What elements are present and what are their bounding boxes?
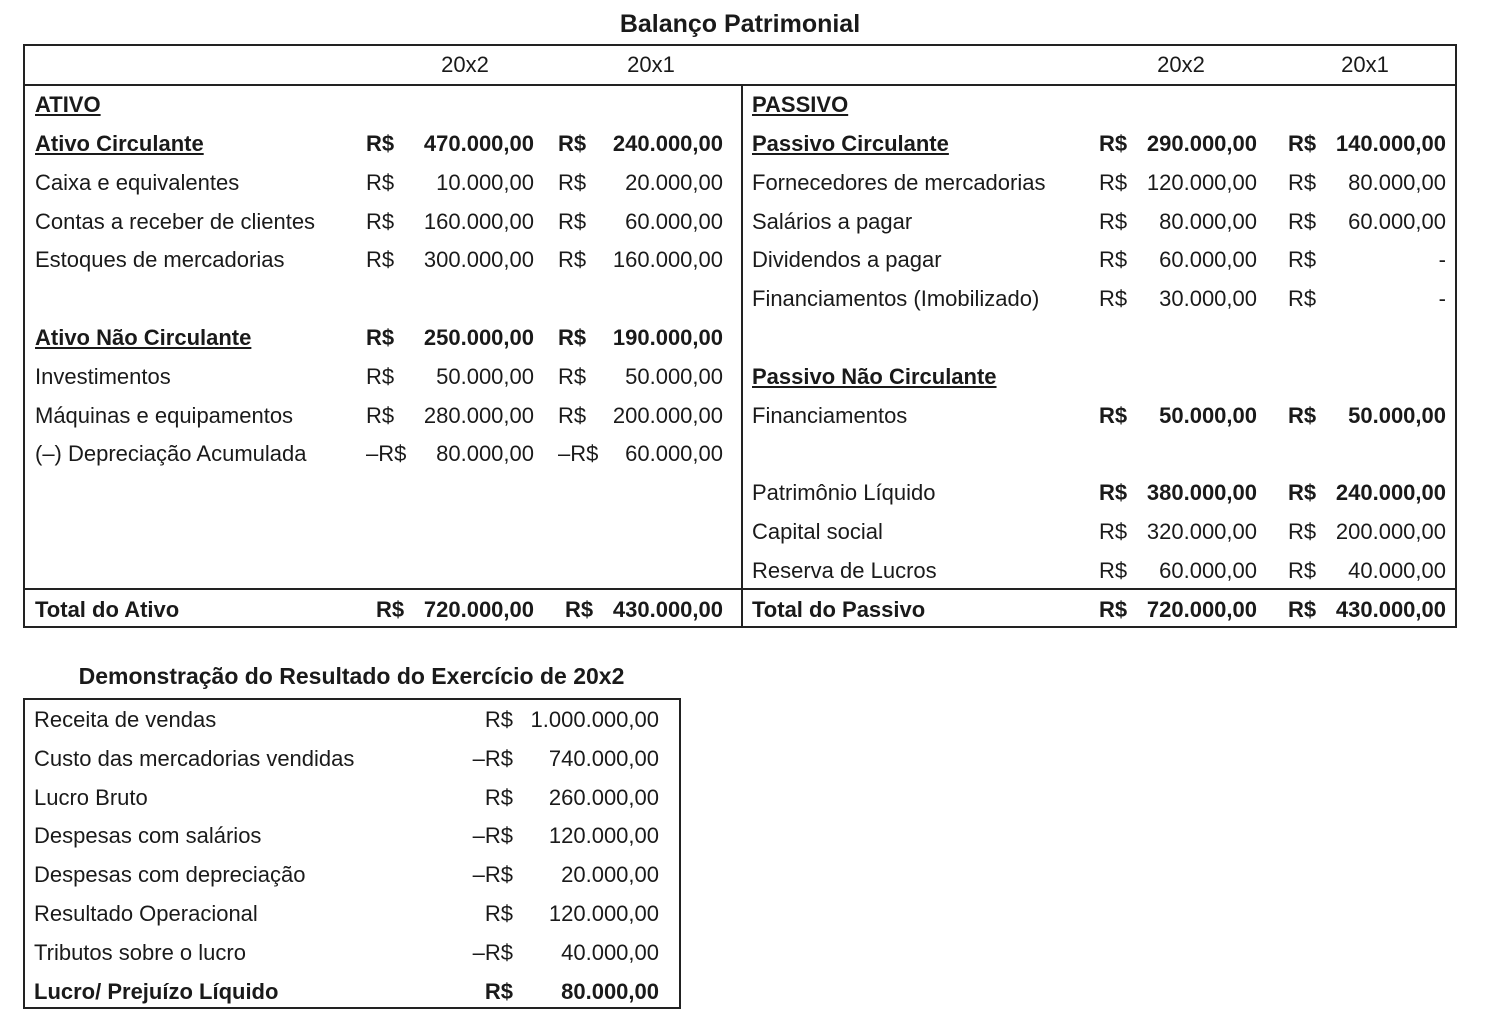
passivo-value-20x1-prefix: R$ xyxy=(1288,286,1317,312)
passivo-value-20x1-amount: 50.000,00 xyxy=(1348,402,1446,428)
dre-row-label: Receita de vendas xyxy=(34,707,217,732)
dre-row-label: Lucro/ Prejuízo Líquido xyxy=(34,978,279,1004)
passivo-row-label: Financiamentos (Imobilizado) xyxy=(752,286,1040,312)
passivo-total-20x1-amount: 430.000,00 xyxy=(1335,597,1446,622)
ativo-value-20x2-prefix: R$ xyxy=(366,208,395,234)
ativo-total-20x1-amount: 430.000,00 xyxy=(612,597,723,622)
ativo-row-label: Ativo Não Circulante xyxy=(35,325,252,350)
ativo-total-20x2 xyxy=(376,591,534,629)
passivo-value-20x1-amount: 80.000,00 xyxy=(1348,169,1446,195)
ativo-value-20x2-amount: 470.000,00 xyxy=(423,131,534,156)
ativo-value-20x2 xyxy=(366,358,534,396)
passivo-value-20x1-amount: 60.000,00 xyxy=(1348,208,1446,234)
passivo-value-20x2-prefix: R$ xyxy=(1099,519,1128,544)
passivo-value-20x2-prefix: R$ xyxy=(1099,480,1128,506)
passivo-value-20x1-amount: 140.000,00 xyxy=(1335,131,1446,156)
passivo-value-20x1 xyxy=(1288,474,1446,512)
dre-row-label: Despesas com depreciação xyxy=(34,862,306,888)
ativo-total-20x2-amount: 720.000,00 xyxy=(423,597,534,622)
passivo-value-20x1-amount: - xyxy=(1438,286,1446,312)
passivo-value-20x1-prefix: R$ xyxy=(1288,208,1317,234)
balance-sheet-table xyxy=(23,44,1457,628)
passivo-value-20x2 xyxy=(1099,203,1257,241)
ativo-value-20x2-amount: 280.000,00 xyxy=(423,402,534,428)
ativo-value-20x1-amount: 160.000,00 xyxy=(612,247,723,273)
ativo-total-label: Total do Ativo xyxy=(35,597,180,622)
dre-row-label: Lucro Bruto xyxy=(34,784,148,810)
passivo-value-20x1-prefix: R$ xyxy=(1288,557,1317,583)
passivo-value-20x2 xyxy=(1099,125,1257,163)
passivo-value-20x1 xyxy=(1288,397,1446,435)
ativo-value-20x1-amount: 240.000,00 xyxy=(612,131,723,156)
dre-row-prefix: R$ xyxy=(484,784,513,810)
ativo-value-20x1-amount: 200.000,00 xyxy=(612,402,723,428)
passivo-value-20x2-amount: 50.000,00 xyxy=(1159,402,1257,428)
passivo-value-20x1 xyxy=(1288,552,1446,590)
passivo-value-20x2-prefix: R$ xyxy=(1099,247,1128,273)
dre-row-amount: 40.000,00 xyxy=(561,939,659,965)
passivo-row-label: Financiamentos xyxy=(752,402,908,428)
passivo-value-20x2-amount: 60.000,00 xyxy=(1159,557,1257,583)
passivo-value-20x1 xyxy=(1288,513,1446,551)
ativo-row-label: Caixa e equivalentes xyxy=(35,169,240,195)
ativo-value-20x1-prefix: R$ xyxy=(558,402,587,428)
ativo-value-20x1-prefix: R$ xyxy=(558,169,587,195)
dre-row-amount: 260.000,00 xyxy=(548,784,659,810)
ativo-value-20x2-prefix: R$ xyxy=(366,363,395,389)
dre-row-amount: 80.000,00 xyxy=(561,978,659,1004)
passivo-row-label: Fornecedores de mercadorias xyxy=(752,169,1046,195)
ativo-row-label: (–) Depreciação Acumulada xyxy=(35,441,307,467)
ativo-value-20x2-amount: 50.000,00 xyxy=(436,363,534,389)
ativo-row-label: Investimentos xyxy=(35,363,171,389)
passivo-value-20x2-amount: 380.000,00 xyxy=(1146,480,1257,506)
ativo-value-20x2-amount: 80.000,00 xyxy=(436,441,534,467)
passivo-row-label: Patrimônio Líquido xyxy=(752,480,936,506)
passivo-value-20x1 xyxy=(1288,241,1446,279)
ativo-value-20x1-prefix: R$ xyxy=(558,208,587,234)
dre-row-prefix: R$ xyxy=(484,901,513,926)
passivo-value-20x1 xyxy=(1288,164,1446,202)
ativo-value-20x2 xyxy=(366,203,534,241)
ativo-col-header-20x1: 20x1 xyxy=(627,52,675,77)
passivo-value-20x1-amount: 240.000,00 xyxy=(1335,480,1446,506)
passivo-row-label: Reserva de Lucros xyxy=(752,557,937,583)
passivo-total-20x1-prefix: R$ xyxy=(1288,597,1317,622)
ativo-value-20x2 xyxy=(366,241,534,279)
dre-row-amount: 1.000.000,00 xyxy=(530,707,659,732)
dre-row-amount: 740.000,00 xyxy=(548,745,659,771)
passivo-value-20x1-prefix: R$ xyxy=(1288,131,1317,156)
income-statement-table xyxy=(23,698,681,1009)
passivo-total-20x1 xyxy=(1288,591,1446,629)
ativo-value-20x1-amount: 60.000,00 xyxy=(625,208,723,234)
header-divider xyxy=(25,84,1455,86)
dre-row-label: Tributos sobre o lucro xyxy=(34,939,246,965)
passivo-value-20x2 xyxy=(1099,397,1257,435)
passivo-value-20x1-prefix: R$ xyxy=(1288,247,1317,273)
ativo-value-20x2-amount: 300.000,00 xyxy=(423,247,534,273)
passivo-value-20x2-prefix: R$ xyxy=(1099,286,1128,312)
ativo-value-20x1-amount: 60.000,00 xyxy=(625,441,723,467)
dre-row-prefix: R$ xyxy=(484,707,513,732)
passivo-value-20x2-amount: 30.000,00 xyxy=(1159,286,1257,312)
ativo-value-20x1-amount: 190.000,00 xyxy=(612,325,723,350)
ativo-value-20x1 xyxy=(558,319,723,357)
passivo-value-20x2 xyxy=(1099,164,1257,202)
passivo-row-label: Passivo Não Circulante xyxy=(752,363,997,389)
dre-title: Demonstração do Resultado do Exercício de 20x2 xyxy=(78,663,625,689)
passivo-section-title: PASSIVO xyxy=(752,92,849,117)
passivo-value-20x1 xyxy=(1288,203,1446,241)
dre-row-prefix: –R$ xyxy=(472,862,513,888)
passivo-value-20x2-prefix: R$ xyxy=(1099,131,1128,156)
dre-row-prefix: –R$ xyxy=(472,823,513,849)
ativo-col-header-20x2: 20x2 xyxy=(441,52,489,77)
passivo-value-20x1 xyxy=(1288,125,1446,163)
passivo-value-20x1-prefix: R$ xyxy=(1288,519,1317,544)
passivo-value-20x2-amount: 290.000,00 xyxy=(1146,131,1257,156)
passivo-row-label: Passivo Circulante xyxy=(752,131,949,156)
ativo-value-20x1-prefix: –R$ xyxy=(558,441,599,467)
ativo-value-20x1 xyxy=(558,203,723,241)
passivo-value-20x2-amount: 60.000,00 xyxy=(1159,247,1257,273)
ativo-total-20x2-prefix: R$ xyxy=(376,597,405,622)
passivo-total-20x2-prefix: R$ xyxy=(1099,597,1128,622)
ativo-value-20x1-amount: 20.000,00 xyxy=(625,169,723,195)
passivo-row-label: Capital social xyxy=(752,519,883,544)
ativo-value-20x2 xyxy=(366,435,534,473)
ativo-value-20x2-prefix: R$ xyxy=(366,402,395,428)
ativo-value-20x1-prefix: R$ xyxy=(558,363,587,389)
passivo-value-20x2-prefix: R$ xyxy=(1099,208,1128,234)
passivo-col-header-20x1: 20x1 xyxy=(1341,52,1389,77)
ativo-value-20x2-amount: 250.000,00 xyxy=(423,325,534,350)
passivo-total-20x2 xyxy=(1099,591,1257,629)
ativo-value-20x1-prefix: R$ xyxy=(558,325,587,350)
passivo-row-label: Dividendos a pagar xyxy=(752,247,942,273)
ativo-value-20x2-prefix: R$ xyxy=(366,169,395,195)
ativo-row-label: Máquinas e equipamentos xyxy=(35,402,294,428)
ativo-value-20x1 xyxy=(558,435,723,473)
ativo-value-20x2 xyxy=(366,319,534,357)
ativo-row-label: Estoques de mercadorias xyxy=(35,247,285,273)
ativo-row-label: Contas a receber de clientes xyxy=(35,208,316,234)
column-divider xyxy=(741,84,743,626)
ativo-row-label: Ativo Circulante xyxy=(35,131,204,156)
ativo-total-20x1-prefix: R$ xyxy=(565,597,594,622)
passivo-value-20x2 xyxy=(1099,474,1257,512)
passivo-value-20x2-amount: 120.000,00 xyxy=(1146,169,1257,195)
passivo-value-20x1-amount: - xyxy=(1438,247,1446,273)
ativo-value-20x2-prefix: R$ xyxy=(366,325,395,350)
passivo-total-20x2-amount: 720.000,00 xyxy=(1146,597,1257,622)
dre-row-amount: 120.000,00 xyxy=(548,823,659,849)
ativo-value-20x2 xyxy=(366,164,534,202)
ativo-value-20x1 xyxy=(558,164,723,202)
ativo-value-20x2-prefix: R$ xyxy=(366,247,395,273)
ativo-value-20x1-prefix: R$ xyxy=(558,131,587,156)
passivo-value-20x1-prefix: R$ xyxy=(1288,480,1317,506)
passivo-value-20x1 xyxy=(1288,280,1446,318)
passivo-col-header-20x2: 20x2 xyxy=(1157,52,1205,77)
ativo-value-20x2-prefix: –R$ xyxy=(366,441,407,467)
ativo-value-20x2 xyxy=(366,125,534,163)
ativo-value-20x1-prefix: R$ xyxy=(558,247,587,273)
passivo-value-20x2-amount: 320.000,00 xyxy=(1146,519,1257,544)
ativo-value-20x1 xyxy=(558,125,723,163)
passivo-value-20x2-prefix: R$ xyxy=(1099,169,1128,195)
ativo-value-20x1-amount: 50.000,00 xyxy=(625,363,723,389)
passivo-value-20x2 xyxy=(1099,241,1257,279)
passivo-value-20x2 xyxy=(1099,280,1257,318)
ativo-value-20x1 xyxy=(558,241,723,279)
dre-row-label: Custo das mercadorias vendidas xyxy=(34,745,355,771)
ativo-value-20x1 xyxy=(558,358,723,396)
dre-row-label: Despesas com salários xyxy=(34,823,262,849)
passivo-value-20x1-prefix: R$ xyxy=(1288,402,1317,428)
passivo-value-20x1-prefix: R$ xyxy=(1288,169,1317,195)
passivo-value-20x2-amount: 80.000,00 xyxy=(1159,208,1257,234)
ativo-total-20x1 xyxy=(565,591,723,629)
ativo-section-title: ATIVO xyxy=(35,92,101,117)
dre-row-prefix: –R$ xyxy=(472,939,513,965)
passivo-value-20x1-amount: 200.000,00 xyxy=(1335,519,1446,544)
ativo-value-20x1 xyxy=(558,397,723,435)
balanco-title: Balanço Patrimonial xyxy=(619,10,861,38)
ativo-value-20x2 xyxy=(366,397,534,435)
ativo-value-20x2-amount: 10.000,00 xyxy=(436,169,534,195)
dre-row-amount: 20.000,00 xyxy=(561,862,659,888)
passivo-row-label: Salários a pagar xyxy=(752,208,913,234)
passivo-value-20x2 xyxy=(1099,513,1257,551)
ativo-value-20x2-amount: 160.000,00 xyxy=(423,208,534,234)
dre-row-amount: 120.000,00 xyxy=(548,901,659,926)
passivo-value-20x2-prefix: R$ xyxy=(1099,402,1128,428)
dre-row-prefix: –R$ xyxy=(472,745,513,771)
passivo-value-20x2-prefix: R$ xyxy=(1099,557,1128,583)
dre-row-label: Resultado Operacional xyxy=(34,901,258,926)
dre-row-prefix: R$ xyxy=(484,978,513,1004)
passivo-total-label: Total do Passivo xyxy=(752,597,926,622)
passivo-value-20x2 xyxy=(1099,552,1257,590)
ativo-value-20x2-prefix: R$ xyxy=(366,131,395,156)
passivo-value-20x1-amount: 40.000,00 xyxy=(1348,557,1446,583)
